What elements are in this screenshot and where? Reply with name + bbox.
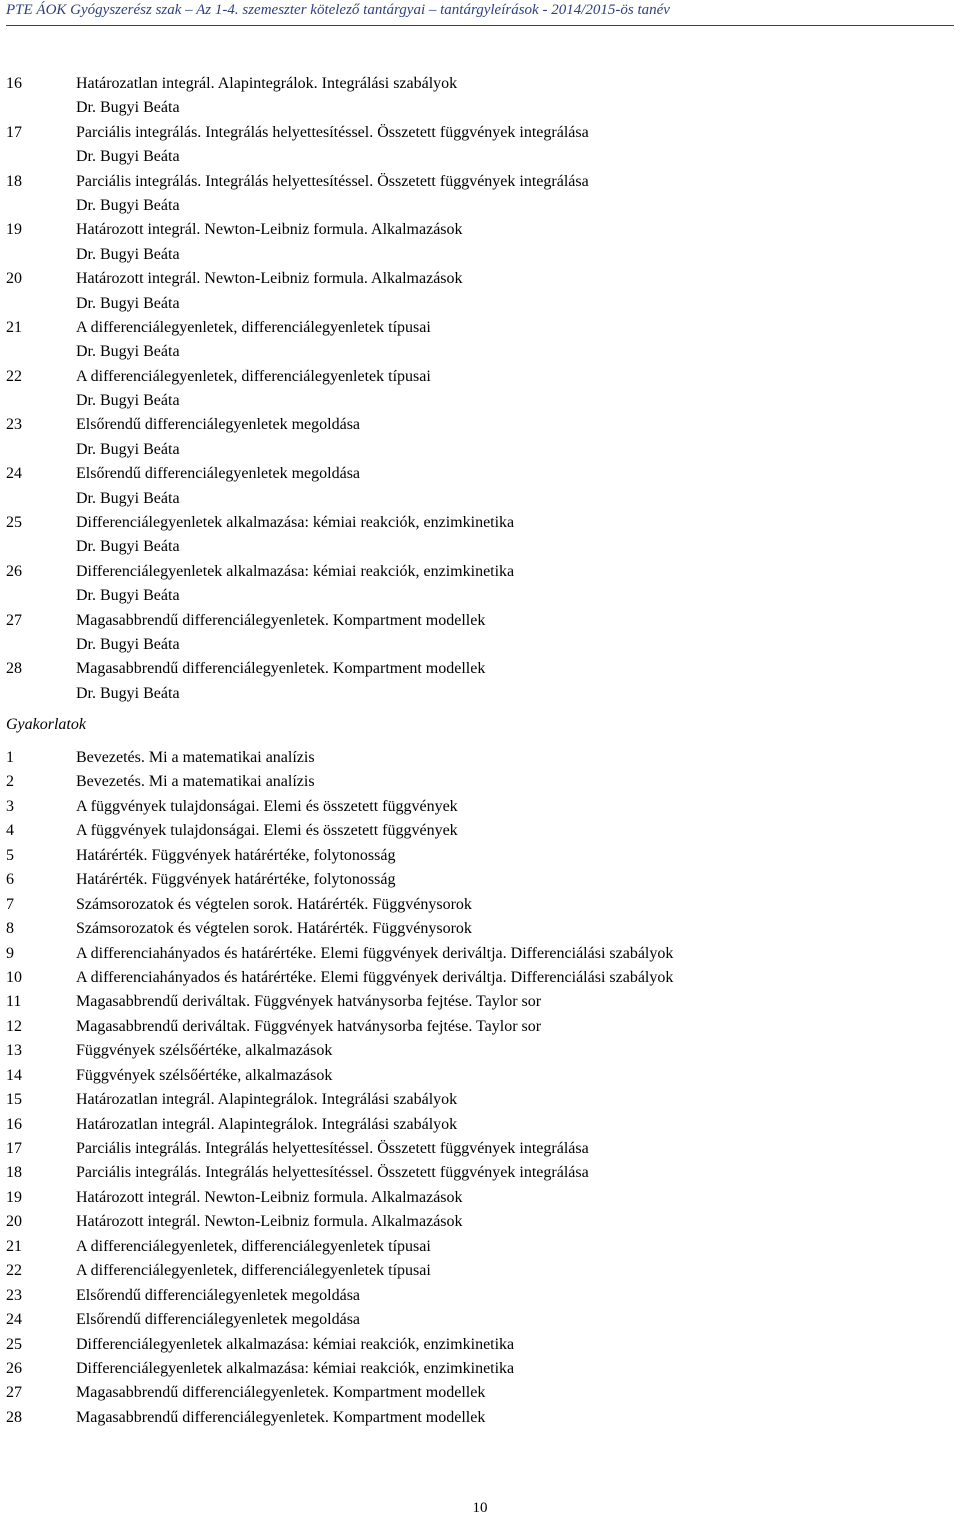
practice-title: Bevezetés. Mi a matematikai analízis: [76, 773, 315, 791]
lecture-item: [6, 413, 954, 462]
practice-title: Határérték. Függvények határértéke, folytonosság: [76, 871, 396, 889]
practice-title: Magasabbrendű deriváltak. Függvények hatványsorba fejtése. Taylor sor: [76, 993, 542, 1011]
practice-number: 24: [6, 1311, 22, 1329]
practice-number: 22: [6, 1262, 22, 1280]
practice-item: [6, 966, 954, 990]
practice-item: [6, 1088, 954, 1112]
practice-item: [6, 1284, 954, 1308]
practice-number: 20: [6, 1213, 22, 1231]
practice-number: 25: [6, 1335, 22, 1353]
lecture-title: Differenciálegyenletek alkalmazása: kémiai reakciók, enzimkinetika: [76, 562, 515, 580]
practice-number: 5: [6, 846, 14, 864]
practice-title: Parciális integrálás. Integrálás helyettesítéssel. Összetett függvények integrálása: [76, 1140, 589, 1157]
lecture-lecturer: Dr. Bugyi Beáta: [76, 196, 180, 214]
practice-item: [6, 795, 954, 819]
practice-item: [6, 1064, 954, 1088]
practice-title: Parciális integrálás. Integrálás helyettesítéssel. Összetett függvények integrálása: [76, 1164, 589, 1182]
lecture-item: [6, 267, 954, 316]
lecture-item: [6, 365, 954, 414]
practice-item: [6, 990, 954, 1014]
practice-number: 18: [6, 1164, 22, 1182]
lecture-title: Differenciálegyenletek alkalmazása: kémiai reakciók, enzimkinetika: [76, 514, 515, 532]
lecture-title: Magasabbrendű differenciálegyenletek. Kompartment modellek: [76, 660, 486, 678]
practice-number: 19: [6, 1188, 22, 1206]
lecture-lecturer: Dr. Bugyi Beáta: [76, 148, 180, 166]
practice-title: Differenciálegyenletek alkalmazása: kémiai reakciók, enzimkinetika: [76, 1335, 515, 1353]
practice-number: 14: [6, 1066, 22, 1084]
practice-number: 1: [6, 749, 14, 766]
lecture-item: [6, 609, 954, 658]
practice-number: 13: [6, 1042, 22, 1060]
practices-heading: Gyakorlatok: [6, 716, 86, 733]
practice-title: A differenciahányados és határértéke. Elemi függvények deriváltja. Differenciálási szabályok: [76, 944, 674, 962]
practice-item: [6, 1333, 954, 1357]
practice-item: [6, 1259, 954, 1283]
practice-item: [6, 770, 954, 794]
practice-number: 12: [6, 1017, 22, 1035]
practice-number: 21: [6, 1237, 22, 1255]
lecture-lecturer: Dr. Bugyi Beáta: [76, 343, 180, 361]
lecture-title: Elsőrendű differenciálegyenletek megoldása: [76, 465, 361, 483]
lecture-title: Határozatlan integrál. Alapintegrálok. Integrálási szabályok: [76, 75, 458, 92]
practice-number: 9: [6, 944, 14, 962]
lecture-item: [6, 72, 954, 121]
practice-number: 3: [6, 797, 14, 815]
practice-number: 8: [6, 920, 14, 938]
practice-item: [6, 1406, 954, 1430]
practice-number: 4: [6, 822, 14, 840]
practice-item: [6, 1357, 954, 1381]
practice-title: A differenciálegyenletek, differenciálegyenletek típusai: [76, 1262, 431, 1280]
practice-item: [6, 1210, 954, 1234]
practice-title: Elsőrendű differenciálegyenletek megoldása: [76, 1286, 361, 1304]
practice-title: Függvények szélsőértéke, alkalmazások: [76, 1066, 333, 1084]
lecture-lecturer: Dr. Bugyi Beáta: [76, 489, 180, 507]
lecture-number: 20: [6, 270, 22, 288]
practice-item: [6, 917, 954, 941]
practice-number: 11: [6, 993, 22, 1011]
practice-item: [6, 844, 954, 868]
lecture-lecturer: Dr. Bugyi Beáta: [76, 392, 180, 410]
practice-title: Függvények szélsőértéke, alkalmazások: [76, 1042, 333, 1060]
practice-item: [6, 1137, 954, 1161]
lecture-title: Határozott integrál. Newton-Leibniz formula. Alkalmazások: [76, 270, 463, 288]
lecture-title: A differenciálegyenletek, differenciálegyenletek típusai: [76, 318, 431, 336]
practice-item: [6, 1015, 954, 1039]
lecture-list: [6, 72, 954, 706]
lecture-lecturer: Dr. Bugyi Beáta: [76, 245, 180, 263]
practice-title: Bevezetés. Mi a matematikai analízis: [76, 749, 315, 766]
lecture-title: Parciális integrálás. Integrálás helyettesítéssel. Összetett függvények integrálása: [76, 123, 589, 141]
lecture-number: 18: [6, 172, 22, 190]
practice-item: [6, 868, 954, 892]
practice-number: 7: [6, 895, 14, 913]
lecture-number: 22: [6, 367, 22, 385]
practice-item: [6, 942, 954, 966]
practice-title: A differenciálegyenletek, differenciálegyenletek típusai: [76, 1237, 431, 1255]
lecture-title: Magasabbrendű differenciálegyenletek. Kompartment modellek: [76, 611, 486, 629]
practice-item: [6, 1308, 954, 1332]
practice-number: 17: [6, 1140, 22, 1157]
lecture-number: 16: [6, 75, 22, 92]
practice-title: Differenciálegyenletek alkalmazása: kémiai reakciók, enzimkinetika: [76, 1359, 515, 1377]
lecture-number: 23: [6, 416, 22, 434]
practice-number: 16: [6, 1115, 22, 1133]
practice-title: Elsőrendű differenciálegyenletek megoldása: [76, 1311, 361, 1329]
lecture-number: 26: [6, 562, 22, 580]
lecture-number: 28: [6, 660, 22, 678]
practice-item: [6, 1235, 954, 1259]
practice-title: Határozatlan integrál. Alapintegrálok. Integrálási szabályok: [76, 1091, 458, 1109]
practice-number: 26: [6, 1359, 22, 1377]
practice-item: [6, 746, 954, 770]
practice-number: 10: [6, 968, 22, 986]
practice-title: Magasabbrendű deriváltak. Függvények hatványsorba fejtése. Taylor sor: [76, 1017, 542, 1035]
lecture-lecturer: Dr. Bugyi Beáta: [76, 294, 180, 312]
practice-number: 27: [6, 1384, 22, 1402]
practice-item: [6, 819, 954, 843]
lecture-number: 24: [6, 465, 22, 483]
lecture-item: [6, 657, 954, 706]
practice-item: [6, 1186, 954, 1210]
lecture-number: 27: [6, 611, 22, 629]
lecture-item: [6, 560, 954, 609]
practice-item: [6, 1039, 954, 1063]
lecture-item: [6, 462, 954, 511]
lecture-lecturer: Dr. Bugyi Beáta: [76, 538, 180, 556]
page-number: 10: [472, 1500, 488, 1516]
practice-title: Határozott integrál. Newton-Leibniz formula. Alkalmazások: [76, 1188, 463, 1206]
page-header: PTE ÁOK Gyógyszerész szak – Az 1-4. szemeszter kötelező tantárgyai – tantárgyleírások - 2014/2015-ös tanév: [6, 2, 670, 18]
lecture-title: Elsőrendű differenciálegyenletek megoldása: [76, 416, 361, 434]
practice-title: Számsorozatok és végtelen sorok. Határérték. Függvénysorok: [76, 920, 472, 938]
lecture-lecturer: Dr. Bugyi Beáta: [76, 440, 180, 458]
lecture-item: [6, 511, 954, 560]
practice-title: Határérték. Függvények határértéke, folytonosság: [76, 846, 396, 864]
practice-number: 15: [6, 1091, 22, 1109]
lecture-number: 21: [6, 318, 22, 336]
practice-title: A differenciahányados és határértéke. Elemi függvények deriváltja. Differenciálási szabályok: [76, 968, 674, 986]
lecture-lecturer: Dr. Bugyi Beáta: [76, 635, 180, 653]
lecture-number: 17: [6, 123, 22, 141]
practice-item: [6, 1161, 954, 1185]
lecture-number: 25: [6, 514, 22, 532]
practice-number: 23: [6, 1286, 22, 1304]
practice-item: [6, 1113, 954, 1137]
lecture-title: Parciális integrálás. Integrálás helyettesítéssel. Összetett függvények integrálása: [76, 172, 589, 190]
lecture-lecturer: Dr. Bugyi Beáta: [76, 684, 180, 702]
lecture-item: [6, 316, 954, 365]
practice-item: [6, 893, 954, 917]
practice-title: Magasabbrendű differenciálegyenletek. Kompartment modellek: [76, 1384, 486, 1402]
lecture-number: 19: [6, 221, 22, 239]
practice-number: 28: [6, 1408, 22, 1426]
practice-title: Határozatlan integrál. Alapintegrálok. Integrálási szabályok: [76, 1115, 458, 1133]
header-divider: [6, 25, 954, 26]
practice-list: [6, 746, 954, 1430]
lecture-lecturer: Dr. Bugyi Beáta: [76, 99, 180, 117]
practice-number: 2: [6, 773, 14, 791]
practice-title: A függvények tulajdonságai. Elemi és összetett függvények: [76, 797, 458, 815]
practice-number: 6: [6, 871, 14, 889]
practice-title: A függvények tulajdonságai. Elemi és összetett függvények: [76, 822, 458, 840]
lecture-title: Határozott integrál. Newton-Leibniz formula. Alkalmazások: [76, 221, 463, 239]
lecture-item: [6, 170, 954, 219]
practice-title: Határozott integrál. Newton-Leibniz formula. Alkalmazások: [76, 1213, 463, 1231]
lecture-title: A differenciálegyenletek, differenciálegyenletek típusai: [76, 367, 431, 385]
practice-title: Számsorozatok és végtelen sorok. Határérték. Függvénysorok: [76, 895, 472, 913]
practice-title: Magasabbrendű differenciálegyenletek. Kompartment modellek: [76, 1408, 486, 1426]
lecture-item: [6, 121, 954, 170]
practice-item: [6, 1381, 954, 1405]
lecture-lecturer: Dr. Bugyi Beáta: [76, 587, 180, 605]
lecture-item: [6, 218, 954, 267]
